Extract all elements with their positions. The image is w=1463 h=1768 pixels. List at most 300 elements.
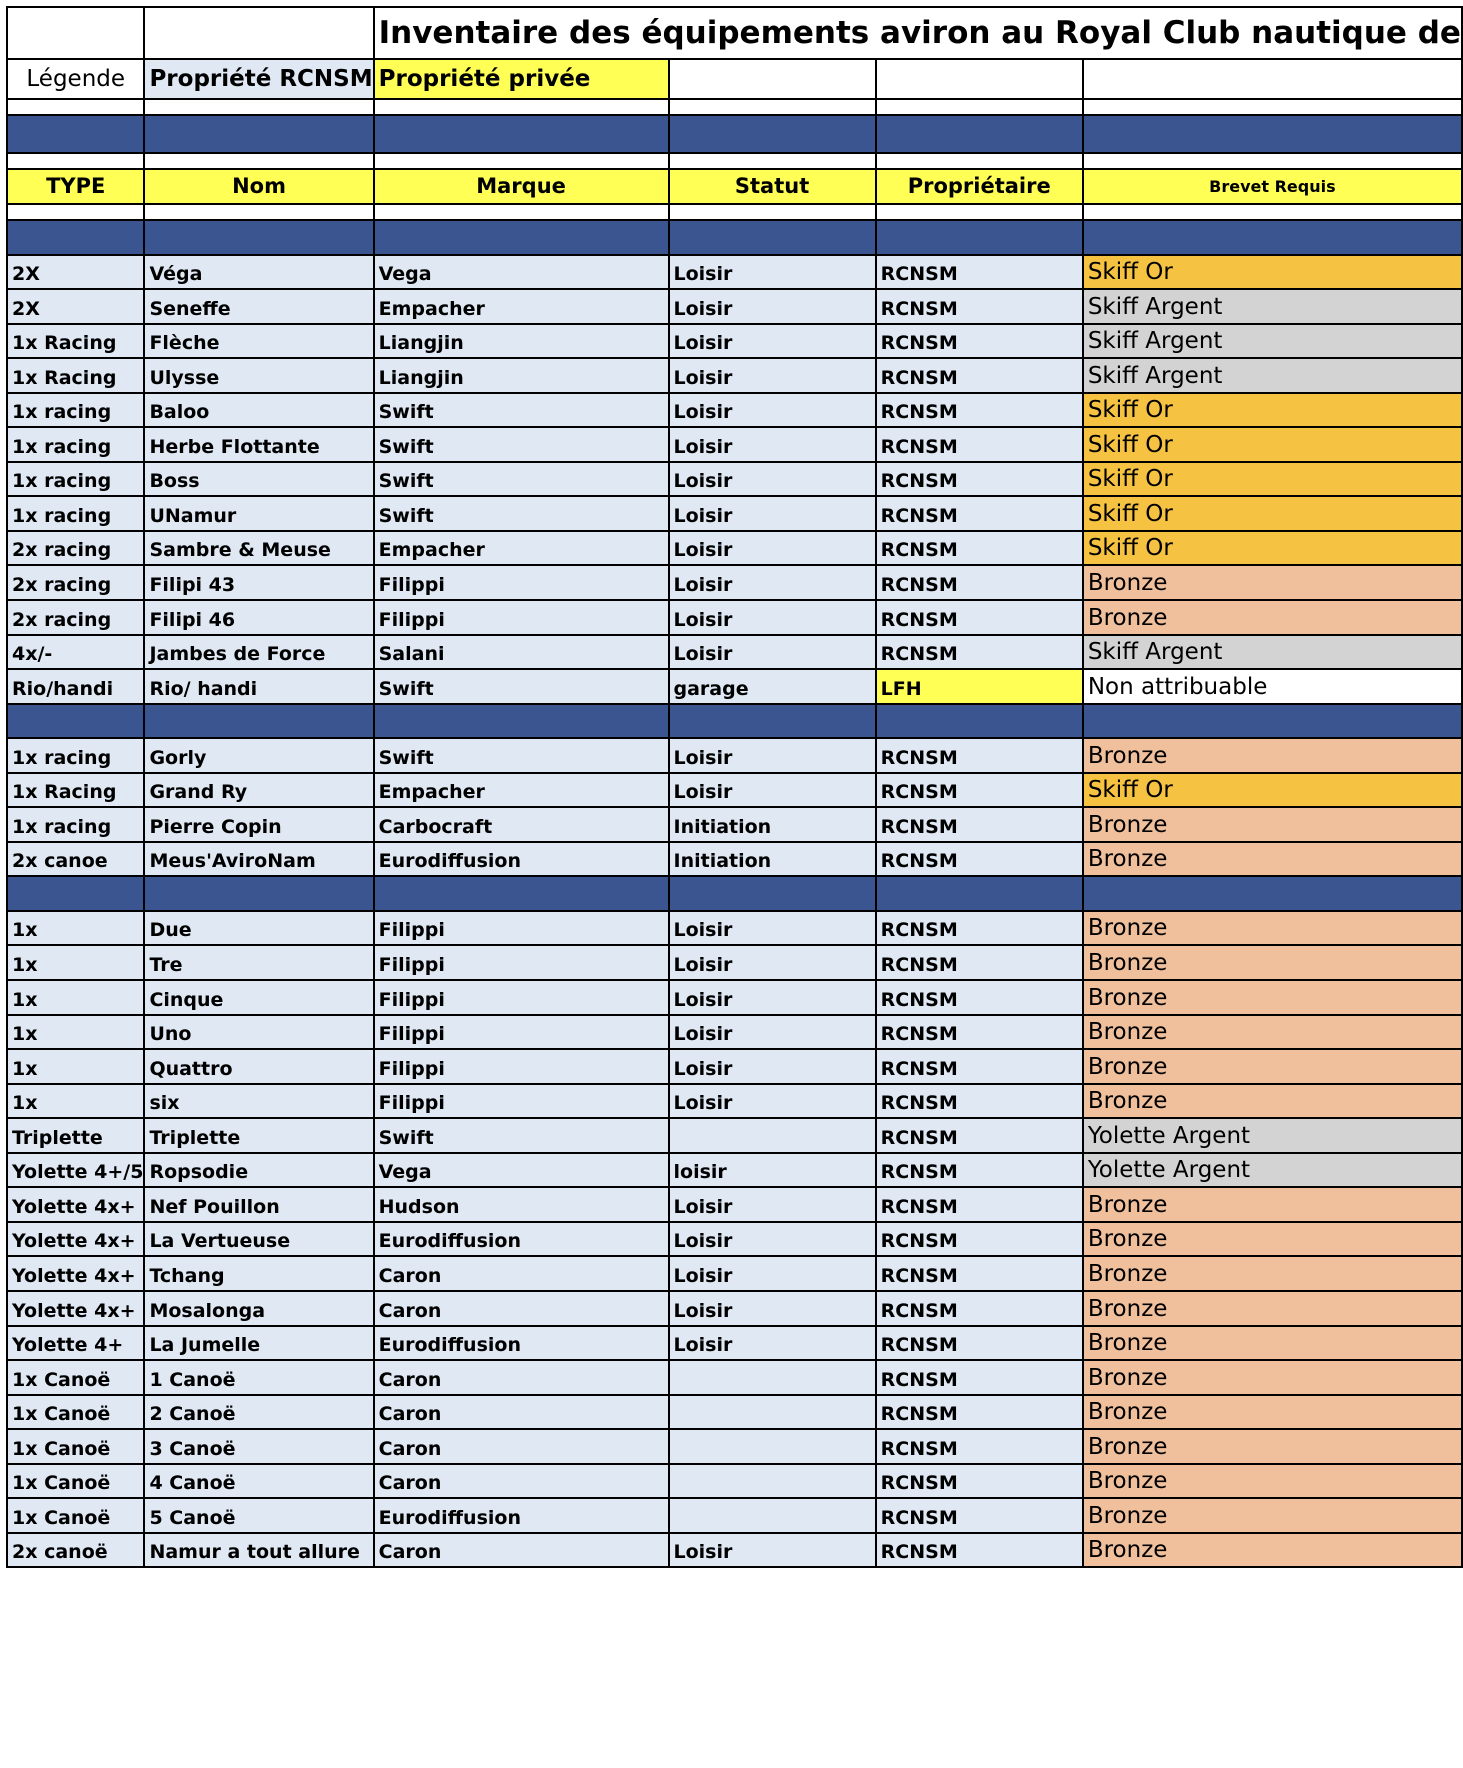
cell[interactable] <box>876 204 1083 220</box>
cell-marque[interactable]: Filippi <box>374 600 669 635</box>
cell-nom[interactable]: UNamur <box>144 496 373 531</box>
cell[interactable] <box>7 220 144 255</box>
cell-type[interactable]: Yolette 4x+ <box>7 1222 144 1257</box>
cell-type[interactable]: 1x Racing <box>7 324 144 359</box>
cell-statut[interactable] <box>669 1464 876 1499</box>
cell[interactable] <box>876 59 1083 99</box>
column-header-proprietaire[interactable]: Propriétaire <box>876 169 1083 204</box>
cell-statut[interactable]: Loisir <box>669 911 876 946</box>
cell[interactable] <box>669 204 876 220</box>
cell-nom[interactable]: Sambre & Meuse <box>144 531 373 566</box>
cell-marque[interactable]: Swift <box>374 427 669 462</box>
cell-brevet[interactable]: Skiff Or <box>1083 773 1462 808</box>
cell-proprietaire[interactable]: RCNSM <box>876 1291 1083 1326</box>
cell-type[interactable]: 2X <box>7 255 144 290</box>
cell-type[interactable]: 1x Canoë <box>7 1429 144 1464</box>
cell[interactable] <box>1083 220 1462 255</box>
cell-statut[interactable]: Loisir <box>669 980 876 1015</box>
cell-nom[interactable]: Boss <box>144 462 373 497</box>
cell-marque[interactable]: Filippi <box>374 1049 669 1084</box>
cell-marque[interactable]: Liangjin <box>374 358 669 393</box>
cell-nom[interactable]: Rio/ handi <box>144 669 373 704</box>
table-row <box>7 1015 1462 1050</box>
cell-nom[interactable]: Filipi 43 <box>144 565 373 600</box>
cell-nom[interactable]: six <box>144 1084 373 1119</box>
cell-nom[interactable]: Véga <box>144 255 373 290</box>
cell-nom[interactable]: 3 Canoë <box>144 1429 373 1464</box>
column-header-statut[interactable]: Statut <box>669 169 876 204</box>
legend-label[interactable]: Légende <box>7 59 144 99</box>
cell-proprietaire[interactable]: RCNSM <box>876 1187 1083 1222</box>
cell-marque[interactable]: Swift <box>374 496 669 531</box>
cell-proprietaire[interactable]: RCNSM <box>876 358 1083 393</box>
sheet-title[interactable]: Inventaire des équipements aviron au Royal Club nautique de <box>374 7 1462 59</box>
cell-marque[interactable]: Swift <box>374 462 669 497</box>
cell-statut[interactable] <box>669 1360 876 1395</box>
table-row <box>7 807 1462 842</box>
cell-statut[interactable]: Loisir <box>669 1291 876 1326</box>
cell[interactable] <box>669 876 876 911</box>
cell-type[interactable]: 1x <box>7 980 144 1015</box>
cell-marque[interactable]: Eurodiffusion <box>374 1498 669 1533</box>
cell[interactable] <box>7 99 144 115</box>
table-row <box>7 324 1462 359</box>
cell-nom[interactable]: Pierre Copin <box>144 807 373 842</box>
header-row <box>7 169 1462 204</box>
cell[interactable] <box>144 876 373 911</box>
cell[interactable] <box>876 220 1083 255</box>
cell-proprietaire[interactable]: RCNSM <box>876 738 1083 773</box>
cell-proprietaire[interactable]: RCNSM <box>876 1395 1083 1430</box>
cell-type[interactable]: 1x <box>7 1015 144 1050</box>
cell-marque[interactable]: Caron <box>374 1360 669 1395</box>
cell-type[interactable]: Rio/handi <box>7 669 144 704</box>
cell-marque[interactable]: Empacher <box>374 773 669 808</box>
cell-statut[interactable]: Loisir <box>669 635 876 670</box>
cell[interactable] <box>7 204 144 220</box>
cell[interactable] <box>669 153 876 169</box>
cell-brevet[interactable]: Skiff Argent <box>1083 289 1462 324</box>
cell-proprietaire[interactable]: RCNSM <box>876 1015 1083 1050</box>
cell-type[interactable]: 1x racing <box>7 807 144 842</box>
cell-marque[interactable]: Caron <box>374 1291 669 1326</box>
cell[interactable] <box>7 704 144 739</box>
cell-nom[interactable]: Due <box>144 911 373 946</box>
cell-statut[interactable]: Loisir <box>669 565 876 600</box>
table-row <box>7 1291 1462 1326</box>
cell[interactable] <box>1083 153 1462 169</box>
cell[interactable] <box>669 115 876 153</box>
cell-type[interactable]: 1x racing <box>7 427 144 462</box>
cell-statut[interactable] <box>669 1498 876 1533</box>
cell-brevet[interactable]: Skiff Or <box>1083 255 1462 290</box>
cell-proprietaire[interactable]: LFH <box>876 669 1083 704</box>
cell-brevet[interactable]: Skiff Or <box>1083 531 1462 566</box>
cell-proprietaire[interactable]: RCNSM <box>876 945 1083 980</box>
cell-nom[interactable]: Herbe Flottante <box>144 427 373 462</box>
cell-nom[interactable]: Jambes de Force <box>144 635 373 670</box>
cell-proprietaire[interactable]: RCNSM <box>876 1429 1083 1464</box>
cell-nom[interactable]: Triplette <box>144 1118 373 1153</box>
cell-proprietaire[interactable]: RCNSM <box>876 462 1083 497</box>
cell-brevet[interactable]: Bronze <box>1083 1187 1462 1222</box>
cell-statut[interactable]: Loisir <box>669 531 876 566</box>
cell-type[interactable]: 1x Canoë <box>7 1498 144 1533</box>
cell-type[interactable]: 1x <box>7 1049 144 1084</box>
cell-nom[interactable]: Ulysse <box>144 358 373 393</box>
cell-marque[interactable]: Eurodiffusion <box>374 1222 669 1257</box>
cell-marque[interactable]: Caron <box>374 1256 669 1291</box>
cell-statut[interactable]: Loisir <box>669 462 876 497</box>
cell-brevet[interactable]: Skiff Argent <box>1083 324 1462 359</box>
cell-proprietaire[interactable]: RCNSM <box>876 1498 1083 1533</box>
cell-marque[interactable]: Salani <box>374 635 669 670</box>
cell-proprietaire[interactable]: RCNSM <box>876 807 1083 842</box>
cell[interactable] <box>374 153 669 169</box>
cell-marque[interactable]: Carbocraft <box>374 807 669 842</box>
cell-brevet[interactable]: Yolette Argent <box>1083 1118 1462 1153</box>
cell[interactable] <box>144 7 373 59</box>
cell[interactable] <box>7 876 144 911</box>
cell-nom[interactable]: Seneffe <box>144 289 373 324</box>
cell-marque[interactable]: Filippi <box>374 911 669 946</box>
cell-type[interactable]: 1x racing <box>7 393 144 428</box>
cell-statut[interactable]: Loisir <box>669 427 876 462</box>
cell-brevet[interactable]: Skiff Argent <box>1083 635 1462 670</box>
table-row <box>7 1533 1462 1568</box>
cell-type[interactable]: 1x Canoë <box>7 1464 144 1499</box>
cell-type[interactable]: Yolette 4x+ <box>7 1256 144 1291</box>
cell-statut[interactable]: Loisir <box>669 358 876 393</box>
table-row <box>7 773 1462 808</box>
table-row <box>7 1118 1462 1153</box>
cell-proprietaire[interactable]: RCNSM <box>876 289 1083 324</box>
cell[interactable] <box>374 876 669 911</box>
cell-nom[interactable]: Grand Ry <box>144 773 373 808</box>
cell-nom[interactable]: Namur a tout allure <box>144 1533 373 1568</box>
cell-proprietaire[interactable]: RCNSM <box>876 635 1083 670</box>
title-row <box>7 7 1462 59</box>
cell[interactable] <box>876 115 1083 153</box>
table-row <box>7 842 1462 877</box>
cell-type[interactable]: 1x Canoë <box>7 1395 144 1430</box>
cell-marque[interactable]: Swift <box>374 1118 669 1153</box>
cell-proprietaire[interactable]: RCNSM <box>876 600 1083 635</box>
cell[interactable] <box>144 99 373 115</box>
table-row <box>7 1222 1462 1257</box>
column-header-nom[interactable]: Nom <box>144 169 373 204</box>
cell[interactable] <box>374 220 669 255</box>
cell-statut[interactable]: Initiation <box>669 807 876 842</box>
cell-statut[interactable]: Loisir <box>669 1533 876 1568</box>
cell-nom[interactable]: 2 Canoë <box>144 1395 373 1430</box>
cell-proprietaire[interactable]: RCNSM <box>876 911 1083 946</box>
cell[interactable] <box>876 704 1083 739</box>
cell-statut[interactable]: Loisir <box>669 600 876 635</box>
cell-marque[interactable]: Vega <box>374 1153 669 1188</box>
cell-proprietaire[interactable]: RCNSM <box>876 842 1083 877</box>
cell-statut[interactable]: Loisir <box>669 1015 876 1050</box>
cell[interactable] <box>1083 704 1462 739</box>
cell-type[interactable]: 2X <box>7 289 144 324</box>
cell-type[interactable]: 4x/- <box>7 635 144 670</box>
cell-type[interactable]: 1x racing <box>7 462 144 497</box>
cell-brevet[interactable]: Skiff Or <box>1083 462 1462 497</box>
cell-proprietaire[interactable]: RCNSM <box>876 773 1083 808</box>
cell-marque[interactable]: Filippi <box>374 1015 669 1050</box>
cell-statut[interactable]: Loisir <box>669 324 876 359</box>
cell-brevet[interactable]: Bronze <box>1083 1360 1462 1395</box>
cell-marque[interactable]: Filippi <box>374 945 669 980</box>
cell-proprietaire[interactable]: RCNSM <box>876 1533 1083 1568</box>
cell[interactable] <box>669 220 876 255</box>
cell-nom[interactable]: Flèche <box>144 324 373 359</box>
cell-statut[interactable] <box>669 1429 876 1464</box>
cell-statut[interactable]: loisir <box>669 1153 876 1188</box>
cell-proprietaire[interactable]: RCNSM <box>876 393 1083 428</box>
cell-marque[interactable]: Swift <box>374 669 669 704</box>
cell-nom[interactable]: Tre <box>144 945 373 980</box>
cell-proprietaire[interactable]: RCNSM <box>876 1222 1083 1257</box>
cell-type[interactable]: 2x racing <box>7 565 144 600</box>
cell-marque[interactable]: Eurodiffusion <box>374 842 669 877</box>
cell-nom[interactable]: 4 Canoë <box>144 1464 373 1499</box>
cell[interactable] <box>374 99 669 115</box>
cell-type[interactable]: 2x canoe <box>7 842 144 877</box>
cell-statut[interactable]: Loisir <box>669 1049 876 1084</box>
section-band <box>7 704 1462 739</box>
cell-type[interactable]: Yolette 4+/5 <box>7 1153 144 1188</box>
cell-nom[interactable]: Meus'AviroNam <box>144 842 373 877</box>
cell[interactable] <box>876 153 1083 169</box>
column-header-brevet[interactable]: Brevet Requis <box>1083 169 1462 204</box>
cell-statut[interactable]: Loisir <box>669 773 876 808</box>
cell-marque[interactable]: Empacher <box>374 531 669 566</box>
table-row <box>7 600 1462 635</box>
cell[interactable] <box>1083 99 1462 115</box>
cell[interactable] <box>876 876 1083 911</box>
cell-type[interactable]: 2x racing <box>7 531 144 566</box>
cell-nom[interactable]: Quattro <box>144 1049 373 1084</box>
cell-marque[interactable]: Filippi <box>374 565 669 600</box>
cell-marque[interactable]: Eurodiffusion <box>374 1326 669 1361</box>
cell[interactable] <box>374 115 669 153</box>
cell-brevet[interactable]: Bronze <box>1083 1498 1462 1533</box>
cell-statut[interactable] <box>669 1118 876 1153</box>
cell[interactable] <box>669 59 876 99</box>
cell-type[interactable]: 1x racing <box>7 738 144 773</box>
cell-marque[interactable]: Liangjin <box>374 324 669 359</box>
cell-marque[interactable]: Swift <box>374 738 669 773</box>
table-row <box>7 911 1462 946</box>
table-row <box>7 1256 1462 1291</box>
cell-proprietaire[interactable]: RCNSM <box>876 255 1083 290</box>
cell-statut[interactable]: Initiation <box>669 842 876 877</box>
section-band <box>7 876 1462 911</box>
cell-brevet[interactable]: Bronze <box>1083 1533 1462 1568</box>
cell-marque[interactable]: Caron <box>374 1395 669 1430</box>
cell-type[interactable]: Yolette 4x+ <box>7 1187 144 1222</box>
cell-proprietaire[interactable]: RCNSM <box>876 324 1083 359</box>
cell-proprietaire[interactable]: RCNSM <box>876 531 1083 566</box>
cell-brevet[interactable]: Bronze <box>1083 1395 1462 1430</box>
cell-statut[interactable] <box>669 1395 876 1430</box>
cell[interactable] <box>144 220 373 255</box>
cell-type[interactable]: Yolette 4+ <box>7 1326 144 1361</box>
cell-type[interactable]: 1x Racing <box>7 773 144 808</box>
cell-type[interactable]: 1x Canoë <box>7 1360 144 1395</box>
cell-marque[interactable]: Caron <box>374 1464 669 1499</box>
cell-marque[interactable]: Empacher <box>374 289 669 324</box>
cell-type[interactable]: 2x canoë <box>7 1533 144 1568</box>
table-row <box>7 1153 1462 1188</box>
cell-statut[interactable]: Loisir <box>669 289 876 324</box>
cell-proprietaire[interactable]: RCNSM <box>876 1360 1083 1395</box>
cell-brevet[interactable]: Skiff Or <box>1083 496 1462 531</box>
cell-brevet[interactable]: Bronze <box>1083 1015 1462 1050</box>
cell-type[interactable]: 1x <box>7 945 144 980</box>
cell-statut[interactable]: Loisir <box>669 738 876 773</box>
cell[interactable] <box>144 204 373 220</box>
cell-statut[interactable]: Loisir <box>669 1222 876 1257</box>
cell-brevet[interactable]: Bronze <box>1083 565 1462 600</box>
cell-nom[interactable]: La Vertueuse <box>144 1222 373 1257</box>
cell-type[interactable]: 2x racing <box>7 600 144 635</box>
cell-proprietaire[interactable]: RCNSM <box>876 1256 1083 1291</box>
cell-brevet[interactable]: Bronze <box>1083 842 1462 877</box>
cell[interactable] <box>1083 115 1462 153</box>
cell-statut[interactable]: Loisir <box>669 1256 876 1291</box>
cell[interactable] <box>1083 204 1462 220</box>
cell-statut[interactable]: Loisir <box>669 1187 876 1222</box>
column-header-marque[interactable]: Marque <box>374 169 669 204</box>
cell-proprietaire[interactable]: RCNSM <box>876 1049 1083 1084</box>
legend-club-property[interactable]: Propriété RCNSM <box>144 59 373 99</box>
cell-statut[interactable]: Loisir <box>669 945 876 980</box>
cell-brevet[interactable]: Bronze <box>1083 738 1462 773</box>
cell-statut[interactable]: garage <box>669 669 876 704</box>
cell-proprietaire[interactable]: RCNSM <box>876 1153 1083 1188</box>
cell-statut[interactable]: Loisir <box>669 1326 876 1361</box>
cell-statut[interactable]: Loisir <box>669 496 876 531</box>
table-row <box>7 1360 1462 1395</box>
cell-brevet[interactable]: Skiff Argent <box>1083 358 1462 393</box>
cell[interactable] <box>7 7 144 59</box>
cell-statut[interactable]: Loisir <box>669 1084 876 1119</box>
cell-statut[interactable]: Loisir <box>669 255 876 290</box>
cell-proprietaire[interactable]: RCNSM <box>876 427 1083 462</box>
cell-type[interactable]: 1x racing <box>7 496 144 531</box>
cell-brevet[interactable]: Yolette Argent <box>1083 1153 1462 1188</box>
cell-nom[interactable]: Uno <box>144 1015 373 1050</box>
cell-nom[interactable]: Nef Pouillon <box>144 1187 373 1222</box>
cell[interactable] <box>7 115 144 153</box>
cell[interactable] <box>144 704 373 739</box>
cell-brevet[interactable]: Bronze <box>1083 1049 1462 1084</box>
cell[interactable] <box>1083 876 1462 911</box>
cell-proprietaire[interactable]: RCNSM <box>876 1464 1083 1499</box>
inventory-spreadsheet <box>6 6 1463 1568</box>
cell-proprietaire[interactable]: RCNSM <box>876 1326 1083 1361</box>
cell-type[interactable]: 1x <box>7 911 144 946</box>
cell-type[interactable]: Triplette <box>7 1118 144 1153</box>
cell-proprietaire[interactable]: RCNSM <box>876 565 1083 600</box>
table-row <box>7 393 1462 428</box>
cell-type[interactable]: 1x <box>7 1084 144 1119</box>
cell-brevet[interactable]: Bronze <box>1083 1291 1462 1326</box>
cell-nom[interactable]: Filipi 46 <box>144 600 373 635</box>
cell[interactable] <box>876 99 1083 115</box>
table-row <box>7 531 1462 566</box>
cell-brevet[interactable]: Bronze <box>1083 980 1462 1015</box>
cell[interactable] <box>7 153 144 169</box>
cell-nom[interactable]: Tchang <box>144 1256 373 1291</box>
cell[interactable] <box>374 204 669 220</box>
cell-nom[interactable]: 5 Canoë <box>144 1498 373 1533</box>
table-row <box>7 1464 1462 1499</box>
cell-nom[interactable]: 1 Canoë <box>144 1360 373 1395</box>
cell[interactable] <box>1083 59 1462 99</box>
cell-nom[interactable]: Baloo <box>144 393 373 428</box>
cell-brevet[interactable]: Bronze <box>1083 911 1462 946</box>
table-row <box>7 738 1462 773</box>
cell[interactable] <box>669 99 876 115</box>
cell-proprietaire[interactable]: RCNSM <box>876 980 1083 1015</box>
cell-marque[interactable]: Filippi <box>374 1084 669 1119</box>
cell[interactable] <box>144 153 373 169</box>
cell-marque[interactable]: Hudson <box>374 1187 669 1222</box>
cell[interactable] <box>144 115 373 153</box>
cell-brevet[interactable]: Bronze <box>1083 945 1462 980</box>
cell-brevet[interactable]: Bronze <box>1083 1464 1462 1499</box>
cell-proprietaire[interactable]: RCNSM <box>876 496 1083 531</box>
cell-marque[interactable]: Caron <box>374 1533 669 1568</box>
cell-proprietaire[interactable]: RCNSM <box>876 1118 1083 1153</box>
cell-brevet[interactable]: Bronze <box>1083 1256 1462 1291</box>
cell-type[interactable]: Yolette 4x+ <box>7 1291 144 1326</box>
cell-nom[interactable]: Ropsodie <box>144 1153 373 1188</box>
cell-brevet[interactable]: Skiff Or <box>1083 427 1462 462</box>
cell-nom[interactable]: Mosalonga <box>144 1291 373 1326</box>
table-row <box>7 669 1462 704</box>
cell-marque[interactable]: Filippi <box>374 980 669 1015</box>
cell-brevet[interactable]: Skiff Or <box>1083 393 1462 428</box>
cell-brevet[interactable]: Bronze <box>1083 1084 1462 1119</box>
cell-brevet[interactable]: Bronze <box>1083 600 1462 635</box>
cell-proprietaire[interactable]: RCNSM <box>876 1084 1083 1119</box>
cell[interactable] <box>374 704 669 739</box>
cell-marque[interactable]: Caron <box>374 1429 669 1464</box>
table-row <box>7 945 1462 980</box>
cell-brevet[interactable]: Non attribuable <box>1083 669 1462 704</box>
cell[interactable] <box>669 704 876 739</box>
cell-brevet[interactable]: Bronze <box>1083 807 1462 842</box>
cell-type[interactable]: 1x Racing <box>7 358 144 393</box>
cell-nom[interactable]: La Jumelle <box>144 1326 373 1361</box>
legend-private-property[interactable]: Propriété privée <box>374 59 669 99</box>
cell-nom[interactable]: Gorly <box>144 738 373 773</box>
cell-brevet[interactable]: Bronze <box>1083 1326 1462 1361</box>
table-row <box>7 1395 1462 1430</box>
column-header-type[interactable]: TYPE <box>7 169 144 204</box>
cell-brevet[interactable]: Bronze <box>1083 1222 1462 1257</box>
table-row <box>7 565 1462 600</box>
cell-nom[interactable]: Cinque <box>144 980 373 1015</box>
cell-brevet[interactable]: Bronze <box>1083 1429 1462 1464</box>
cell-marque[interactable]: Vega <box>374 255 669 290</box>
cell-statut[interactable]: Loisir <box>669 393 876 428</box>
cell-marque[interactable]: Swift <box>374 393 669 428</box>
